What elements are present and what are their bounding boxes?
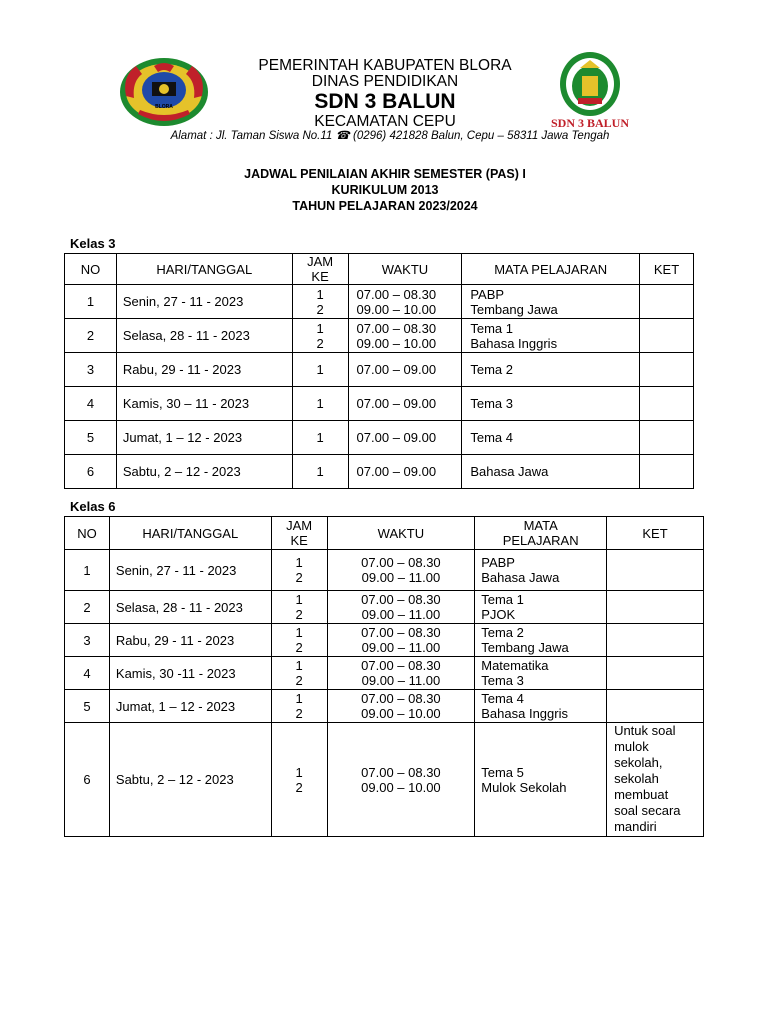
- col-ket: KET: [640, 254, 694, 285]
- table-row: [65, 624, 704, 657]
- col-jam: [292, 254, 348, 285]
- cell-line: 07.00 – 08.30: [361, 658, 441, 673]
- ket-note: [607, 723, 704, 837]
- cell-line: 07.00 – 08.30: [361, 625, 441, 640]
- table-cell: 07.00 – 09.00: [348, 455, 462, 489]
- cell-line: Tema 1: [470, 320, 513, 336]
- table-cell: Sabtu, 2 – 12 - 2023: [109, 723, 271, 837]
- table-cell: Bahasa Jawa: [462, 455, 640, 489]
- title-line-3: TAHUN PELAJARAN 2023/2024: [292, 199, 478, 213]
- table-cell: [607, 550, 704, 591]
- cell-line: Tema 2: [481, 625, 524, 640]
- table-row: [65, 421, 694, 455]
- col-waktu: WAKTU: [327, 517, 475, 550]
- table-cell: Tema 2: [462, 353, 640, 387]
- cell-line: 09.00 – 10.00: [361, 706, 441, 721]
- table-row: [65, 455, 694, 489]
- header-department: DINAS PENDIDIKAN: [311, 73, 459, 90]
- table-cell: [475, 690, 607, 723]
- table-cell: 07.00 – 09.00: [348, 353, 462, 387]
- table-row: [65, 690, 704, 723]
- cell-line: Mulok Sekolah: [481, 779, 567, 795]
- table-cell: [640, 319, 694, 353]
- cell-line: KE: [311, 269, 329, 284]
- cell-line: 2: [295, 673, 303, 688]
- table-cell: [271, 657, 327, 690]
- table-cell: [348, 285, 462, 319]
- table-cell: [327, 657, 475, 690]
- table-cell: Sabtu, 2 – 12 - 2023: [116, 455, 292, 489]
- cell-line: 2: [316, 301, 324, 317]
- cell-line: JAM: [307, 254, 334, 269]
- table-row: [65, 285, 694, 319]
- cell-line: 09.00 – 10.00: [356, 301, 437, 317]
- table-cell: [327, 723, 475, 837]
- table-cell: [475, 723, 607, 837]
- cell-line: soal secara: [614, 803, 681, 818]
- cell-line: 2: [295, 640, 303, 655]
- left-logo-text: BLORA: [155, 104, 173, 110]
- table-cell: [271, 690, 327, 723]
- table-row: [65, 387, 694, 421]
- cell-line: 2: [316, 335, 324, 351]
- table-cell: [271, 624, 327, 657]
- cell-line: 09.00 – 10.00: [361, 779, 441, 795]
- table-row: [65, 657, 704, 690]
- table-cell: [327, 591, 475, 624]
- cell-line: 1: [295, 592, 303, 607]
- table-cell: 5: [65, 690, 110, 723]
- cell-line: 09.00 – 11.00: [361, 640, 441, 655]
- cell-line: 1: [295, 764, 303, 780]
- cell-line: 07.00 – 08.30: [361, 691, 441, 706]
- cell-line: mulok: [614, 739, 649, 754]
- cell-line: 2: [295, 779, 303, 795]
- table-row: [65, 353, 694, 387]
- table-cell: Kamis, 30 -11 - 2023: [109, 657, 271, 690]
- col-hari: HARI/TANGGAL: [109, 517, 271, 550]
- col-waktu: WAKTU: [348, 254, 462, 285]
- kelas6-header-row: [65, 517, 704, 550]
- cell-line: Untuk soal: [614, 723, 676, 738]
- cell-line: 1: [295, 625, 303, 640]
- table-cell: 1: [292, 421, 348, 455]
- title-line-1: JADWAL PENILAIAN AKHIR SEMESTER (PAS) I: [244, 167, 526, 181]
- table-cell: Senin, 27 - 11 - 2023: [109, 550, 271, 591]
- col-mapel: [475, 517, 607, 550]
- kelas6-label: Kelas 6: [70, 499, 116, 514]
- cell-line: PABP: [470, 286, 505, 302]
- table-cell: [640, 387, 694, 421]
- table-cell: [640, 455, 694, 489]
- table-cell: Tema 3: [462, 387, 640, 421]
- table-cell: 2: [65, 319, 117, 353]
- table-cell: 3: [65, 353, 117, 387]
- cell-line: 1: [295, 555, 303, 570]
- table-cell: [475, 591, 607, 624]
- title-line-2: KURIKULUM 2013: [331, 183, 439, 197]
- table-cell: 5: [65, 421, 117, 455]
- cell-line: JAM: [286, 518, 313, 533]
- cell-line: Tema 5: [481, 764, 524, 780]
- cell-line: Tema 4: [481, 691, 524, 706]
- table-cell: [607, 591, 704, 624]
- table-cell: 1: [65, 285, 117, 319]
- cell-line: KE: [290, 533, 308, 548]
- cell-line: membuat: [614, 787, 669, 802]
- table-cell: 3: [65, 624, 110, 657]
- cell-line: 07.00 – 08.30: [361, 764, 441, 780]
- col-hari: HARI/TANGGAL: [116, 254, 292, 285]
- table-cell: [292, 285, 348, 319]
- table-cell: Jumat, 1 – 12 - 2023: [109, 690, 271, 723]
- table-cell: Senin, 27 - 11 - 2023: [116, 285, 292, 319]
- cell-line: 1: [316, 320, 324, 336]
- cell-line: PELAJARAN: [502, 533, 579, 548]
- table-cell: Jumat, 1 – 12 - 2023: [116, 421, 292, 455]
- cell-line: Tembang Jawa: [470, 301, 558, 317]
- cell-line: PJOK: [481, 607, 516, 622]
- cell-line: 2: [295, 706, 303, 721]
- table-cell: [607, 690, 704, 723]
- cell-line: 07.00 – 08.30: [356, 320, 437, 336]
- cell-line: Tema 3: [481, 673, 524, 688]
- table-row: [65, 723, 704, 837]
- table-cell: 1: [292, 387, 348, 421]
- table-cell: Tema 4: [462, 421, 640, 455]
- cell-line: Bahasa Inggris: [470, 335, 558, 351]
- cell-line: 1: [295, 658, 303, 673]
- table-cell: 6: [65, 455, 117, 489]
- cell-line: Bahasa Inggris: [481, 706, 568, 721]
- table-cell: [327, 624, 475, 657]
- cell-line: PABP: [481, 555, 515, 570]
- cell-line: Tembang Jawa: [481, 640, 569, 655]
- cell-line: 1: [295, 691, 303, 706]
- table-row: [65, 591, 704, 624]
- table-cell: 07.00 – 09.00: [348, 421, 462, 455]
- table-cell: [475, 657, 607, 690]
- table-cell: [475, 624, 607, 657]
- kelas6-table: [64, 516, 704, 837]
- table-cell: 1: [292, 353, 348, 387]
- col-no: NO: [65, 254, 117, 285]
- cell-line: 09.00 – 11.00: [361, 570, 441, 585]
- table-cell: [348, 319, 462, 353]
- table-cell: 6: [65, 723, 110, 837]
- table-cell: 1: [292, 455, 348, 489]
- right-logo-text: SDN 3 BALUN: [550, 116, 629, 130]
- kelas3-label: Kelas 3: [70, 236, 116, 251]
- cell-line: 07.00 – 08.30: [361, 555, 441, 570]
- cell-line: 09.00 – 10.00: [356, 335, 437, 351]
- cell-line: 2: [295, 570, 303, 585]
- header-district: KECAMATAN CEPU: [314, 113, 456, 130]
- table-cell: Selasa, 28 - 11 - 2023: [116, 319, 292, 353]
- header-address: Alamat : Jl. Taman Siswa No.11 ☎ (0296) 421828 Balun, Cepu – 58311 Jawa Tengah: [170, 130, 610, 142]
- table-cell: 07.00 – 09.00: [348, 387, 462, 421]
- col-jam: [271, 517, 327, 550]
- table-cell: Selasa, 28 - 11 - 2023: [109, 591, 271, 624]
- cell-line: Tema 1: [481, 592, 524, 607]
- table-cell: [327, 690, 475, 723]
- cell-line: 09.00 – 11.00: [361, 673, 441, 688]
- cell-line: 07.00 – 08.30: [361, 592, 441, 607]
- table-cell: Rabu, 29 - 11 - 2023: [109, 624, 271, 657]
- col-no: NO: [65, 517, 110, 550]
- table-cell: [640, 353, 694, 387]
- table-cell: [607, 624, 704, 657]
- document-title: [150, 166, 620, 214]
- cell-line: mandiri: [614, 819, 657, 834]
- header-government: PEMERINTAH KABUPATEN BLORA: [258, 57, 512, 74]
- table-cell: 4: [65, 387, 117, 421]
- table-cell: [292, 319, 348, 353]
- table-cell: [607, 657, 704, 690]
- table-cell: Kamis, 30 – 11 - 2023: [116, 387, 292, 421]
- cell-line: 07.00 – 08.30: [356, 286, 437, 302]
- col-mapel: MATA PELAJARAN: [462, 254, 640, 285]
- cell-line: 09.00 – 11.00: [361, 607, 441, 622]
- table-cell: [640, 285, 694, 319]
- cell-line: Matematika: [481, 658, 549, 673]
- kelas3-header-row: [65, 254, 694, 285]
- cell-line: sekolah: [614, 771, 659, 786]
- col-ket: KET: [607, 517, 704, 550]
- table-cell: [462, 319, 640, 353]
- table-cell: [271, 723, 327, 837]
- table-cell: Rabu, 29 - 11 - 2023: [116, 353, 292, 387]
- cell-line: 1: [316, 286, 324, 302]
- table-row: [65, 319, 694, 353]
- table-cell: [327, 550, 475, 591]
- kelas3-table: [64, 253, 694, 489]
- table-cell: 1: [65, 550, 110, 591]
- table-row: [65, 550, 704, 591]
- cell-line: sekolah,: [614, 755, 663, 770]
- table-cell: [271, 550, 327, 591]
- table-cell: [640, 421, 694, 455]
- table-cell: [462, 285, 640, 319]
- cell-line: 2: [295, 607, 303, 622]
- table-cell: [475, 550, 607, 591]
- cell-line: MATA: [523, 518, 558, 533]
- table-cell: 2: [65, 591, 110, 624]
- header-school-name: SDN 3 BALUN: [314, 90, 456, 113]
- table-cell: 4: [65, 657, 110, 690]
- cell-line: Bahasa Jawa: [481, 570, 560, 585]
- table-cell: [271, 591, 327, 624]
